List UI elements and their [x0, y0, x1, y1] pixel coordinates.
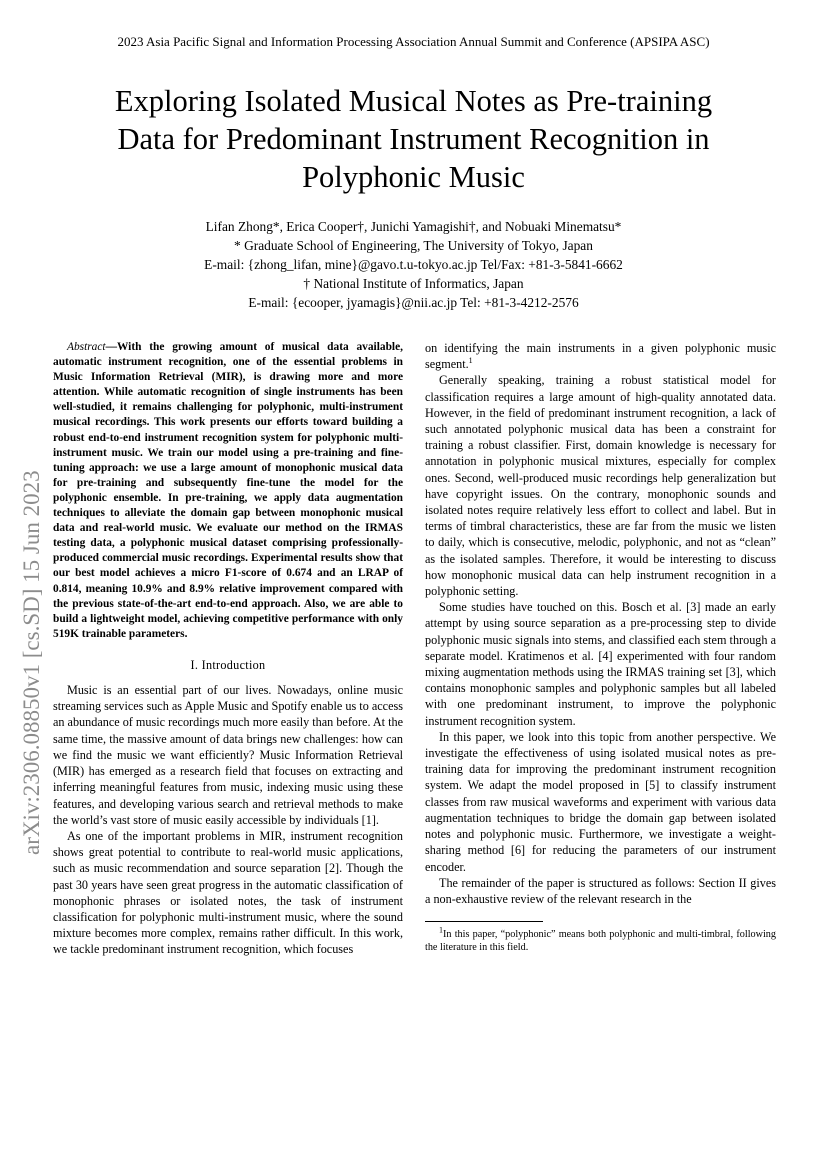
footnote-number: 1 — [439, 925, 443, 935]
left-column — [53, 340, 403, 958]
body-paragraph: Some studies have touched on this. Bosch et al. [3] made an early attempt by using source separation as a pre-processing step to divide polyphonic music signals into stems, and classified each stem through a separate model. Kratimenos et al. [4] experimented with four random mixing augmentation methods using the IRMAS training set [3], which contains monophonic samples and polyphonic samples but all labeled with one predominant instrument, to improve the polyphonic instrument recognition system. — [425, 600, 776, 728]
author-list: Lifan Zhong*, Erica Cooper†, Junichi Yamagishi†, and Nobuaki Minematsu* — [205, 219, 622, 234]
title-line: Exploring Isolated Musical Notes as Pre-training — [114, 84, 713, 118]
body-paragraph: In this paper, we look into this topic from another perspective. We investigate the effectiveness of using isolated musical notes as pre-training data for improving the predominant instrument recognition system. We adapt the model proposed in [5] to classify instrument classes from raw musical waveforms and experiment with various data augmentation techniques to bridge the domain gap between isolated notes and polyphonic music. Furthermore, we investigate a weight-sharing method [6] for reducing the parameters of our instrument encoder. — [425, 729, 776, 874]
body-paragraph: As one of the important problems in MIR, instrument recognition shows great potential to contribute to real-world music applications, such as music recommendation and source separation [2]. Though the past 30 years have seen great progress in the automatic classification of monophonic phrases or isolated notes, the task of instrument classification for polyphonic multi-instrument music, where the sound mixture becomes more complex, remains rather difficult. In this work, we tackle predominant instrument recognition, which focuses — [53, 828, 403, 957]
contact-1: E-mail: {zhong_lifan, mine}@gavo.t.u-tokyo.ac.jp Tel/Fax: +81-3-5841-6662 — [204, 257, 623, 272]
arxiv-stamp: arXiv:2306.08850v1 [cs.SD] 15 Jun 2023 — [19, 470, 44, 855]
paragraph-text: on identifying the main instruments in a given polyphonic music segment. — [425, 341, 776, 372]
abstract-label: Abstract — [67, 341, 106, 353]
abstract-text: —With the growing amount of musical data available, automatic instrument recognition, one of the essential problems in Music Information Retrieval (MIR), is drawing more and more attention. While automatic recognition of single instruments has been well-studied, it remains challenging for polyphonic, multi-instrument musical recordings. This work presents our efforts toward building a robust end-to-end instrument recognition system for polyphonic multi-instrument music. We train our model using a pre-training and fine-tuning approach: we use a large amount of monophonic musical data for pre-training and subsequently fine-tune the model for the polyphonic ensemble. In pre-training, we apply data augmentation techniques to alleviate the domain gap between monophonic musical data and real-world music. We evaluate our method on the IRMAS testing data, a polyphonic musical dataset comprising professionally-produced commercial music recordings. Experimental results show that our best model achieves a micro F1-score of 0.674 and an LRAP of 0.814, meaning 10.9% and 8.9% relative improvement compared with the previous state-of-the-art end-to-end approach. Also, we are able to build a lightweight model, achieving competitive performance with only 519K trainable parameters. — [53, 341, 403, 640]
author-block — [100, 217, 727, 312]
footnote — [425, 925, 776, 954]
right-column — [425, 340, 776, 954]
body-paragraph — [425, 340, 776, 372]
title-line: Polyphonic Music — [302, 160, 525, 194]
footnote-rule — [425, 921, 543, 922]
paper-title — [60, 82, 767, 196]
body-paragraph: The remainder of the paper is structured as follows: Section II gives a non-exhaustive review of the relevant research in the — [425, 875, 776, 906]
body-paragraph: Music is an essential part of our lives. Nowadays, online music streaming services such as Apple Music and Spotify enable us to access an abundance of music recordings much more easily than before. At the same time, the massive amount of data brings new challenges: how can we find the music we want efficiently? Music Information Retrieval (MIR) has emerged as a research field that focuses on extracting and inferring meaningful features from music, indexing music using these features, and developing various search and retrieval methods to make the world’s vast store of music easily accessible by individuals [1]. — [53, 683, 403, 827]
body-paragraph: Generally speaking, training a robust statistical model for classification requires a large amount of high-quality annotated data. However, in the field of predominant instrument recognition, a lack of such annotated polyphonic musical data has been a constraint for training a robust classifier. First, domain knowledge is necessary for annotation in polyphonic musical mixtures, especially for complex ones. Second, well-produced music recordings help generalization but have copyright issues. On the contrary, monophonic sounds and isolated notes require relatively less effort to collect and label. But in terms of timbral characteristics, these are far from the music we listen to daily, which is consecutive, melodic, polyphonic, and not as “clean” as the isolated samples. Therefore, it would be interesting to discuss how monophonic musical data can help instrument recognition in a polyphonic setting. — [425, 373, 776, 599]
conference-header: 2023 Asia Pacific Signal and Information Processing Association Annual Summit and Conference (APSIPA ASC) — [117, 34, 710, 49]
abstract — [53, 340, 403, 642]
affiliation-2: † National Institute of Informatics, Japan — [303, 276, 524, 291]
affiliation-1: * Graduate School of Engineering, The University of Tokyo, Japan — [234, 238, 593, 253]
contact-2: E-mail: {ecooper, jyamagis}@nii.ac.jp Tel: +81-3-4212-2576 — [248, 295, 579, 310]
title-line: Data for Predominant Instrument Recognition in — [117, 122, 710, 156]
section-heading-introduction: I. Introduction — [190, 657, 266, 672]
footnote-text: In this paper, “polyphonic” means both polyphonic and multi-timbral, following the literature in this field. — [425, 929, 776, 954]
footnote-marker: 1 — [468, 356, 473, 366]
